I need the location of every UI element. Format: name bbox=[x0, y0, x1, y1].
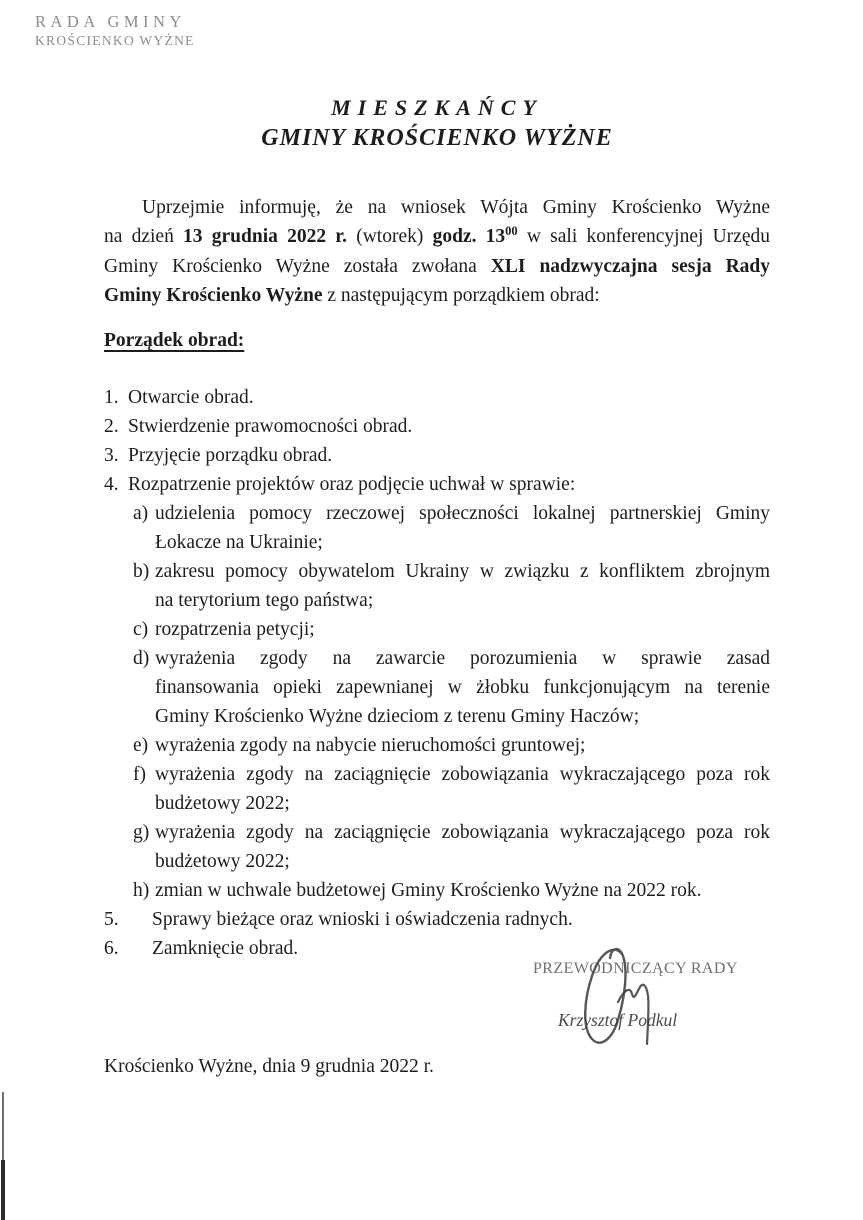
subitem-text: wyrażenia zgody na zaciągnięcie zobowiązania wykraczającego poza rok bbox=[155, 764, 770, 786]
intro-line-3 bbox=[104, 252, 770, 281]
item-number: 4. bbox=[104, 474, 119, 496]
agenda-subitem bbox=[104, 760, 770, 818]
title-line-2: GMINY KROŚCIENKO WYŻNE bbox=[261, 125, 613, 151]
subitem-letter: g) bbox=[133, 822, 150, 844]
scan-artifact-line bbox=[1, 1160, 5, 1220]
item-number: 1. bbox=[104, 387, 119, 409]
intro-text: (wtorek) bbox=[347, 226, 433, 248]
agenda-subitem bbox=[104, 615, 770, 644]
item-number: 3. bbox=[104, 445, 119, 467]
subitem-text: udzielenia pomocy rzeczowej społeczności lokalnej partnerskiej Gminy bbox=[155, 503, 770, 525]
subitem-line: Łokacze na Ukrainie; bbox=[155, 532, 323, 554]
agenda-item bbox=[104, 905, 770, 934]
signature-role: PRZEWODNICZĄCY RADY bbox=[533, 960, 738, 977]
subitem-letter: e) bbox=[133, 735, 149, 757]
subitem-line bbox=[133, 731, 770, 760]
document-title bbox=[104, 94, 770, 154]
item-number: 6. bbox=[104, 938, 119, 960]
intro-text: w sali konferencyjnej Urzędu bbox=[517, 226, 770, 248]
subitem-line: budżetowy 2022; bbox=[155, 851, 290, 873]
item-number: 5. bbox=[104, 909, 119, 931]
item-text: Sprawy bieżące oraz wnioski i oświadczenia radnych. bbox=[152, 909, 573, 931]
item-text: Zamknięcie obrad. bbox=[152, 938, 299, 960]
subitem-line: na terytorium tego państwa; bbox=[155, 590, 374, 612]
subitem-letter: b) bbox=[133, 561, 150, 583]
intro-line-1: Uprzejmie informuję, że na wniosek Wójta Gminy Krościenko Wyżne bbox=[142, 197, 770, 218]
agenda-item bbox=[104, 441, 770, 470]
agenda-heading: Porządek obrad: bbox=[104, 330, 245, 352]
session-hour: godz. 13 bbox=[432, 226, 506, 248]
intro-line-4 bbox=[104, 281, 770, 310]
subitem-letter: f) bbox=[133, 764, 146, 786]
subitem-text: wyrażenia zgody na zaciągnięcie zobowiązania wykraczającego poza rok bbox=[155, 822, 770, 844]
agenda-item bbox=[104, 470, 770, 499]
scan-artifact-line bbox=[2, 1092, 4, 1162]
subitem-line bbox=[133, 644, 770, 673]
document-body bbox=[104, 193, 770, 963]
intro-text: z następującym porządkiem obrad: bbox=[322, 284, 600, 306]
subitem-letter: a) bbox=[133, 503, 149, 525]
item-text: Rozpatrzenie projektów oraz podjęcie uchwał w sprawie: bbox=[128, 474, 576, 496]
item-text: Stwierdzenie prawomocności obrad. bbox=[128, 416, 413, 438]
subitem-line: budżetowy 2022; bbox=[155, 793, 290, 815]
item-text: Przyjęcie porządku obrad. bbox=[128, 445, 333, 467]
subitem-text: zmian w uchwale budżetowej Gminy Krościenko Wyżne na 2022 rok. bbox=[155, 880, 702, 902]
item-number: 2. bbox=[104, 416, 119, 438]
agenda-subitem bbox=[104, 818, 770, 876]
intro-line-2 bbox=[104, 222, 770, 251]
subitem-line bbox=[133, 818, 770, 847]
subitem-letter: d) bbox=[133, 648, 150, 670]
agenda-subitem bbox=[104, 644, 770, 731]
stamp-line-1: RADA GMINY bbox=[35, 12, 186, 31]
intro-text: Gminy Krościenko Wyżne została zwołana bbox=[104, 255, 491, 277]
subitem-text: rozpatrzenia petycji; bbox=[155, 619, 315, 641]
subitem-text: wyrażenia zgody na zawarcie porozumienia w sprawie zasad bbox=[155, 648, 770, 670]
session-name-part-2: Gminy Krościenko Wyżne bbox=[104, 284, 323, 306]
subitem-line bbox=[133, 876, 770, 905]
agenda-subitem bbox=[104, 499, 770, 557]
subitem-line bbox=[133, 499, 770, 528]
subitem-line: finansowania opieki zapewnianej w żłobku funkcjonującym na terenie bbox=[155, 677, 770, 699]
subitem-line bbox=[133, 557, 770, 586]
title-line-1: MIESZKAŃCY bbox=[331, 95, 543, 120]
subitem-text: wyrażenia zgody na nabycie nieruchomości gruntowej; bbox=[155, 735, 586, 757]
session-name-part-1: XLI nadzwyczajna sesja Rady bbox=[490, 255, 770, 277]
subitem-line bbox=[133, 615, 770, 644]
place-and-date-line: Krościenko Wyżne, dnia 9 grudnia 2022 r. bbox=[104, 1056, 434, 1077]
intro-text: na dzień bbox=[104, 226, 184, 248]
agenda-list bbox=[104, 383, 770, 963]
subitem-line bbox=[133, 760, 770, 789]
session-date: 13 grudnia 2022 r. bbox=[183, 226, 348, 248]
agenda-subitem bbox=[104, 731, 770, 760]
signature-name: Krzysztof Podkul bbox=[558, 1010, 678, 1030]
council-stamp bbox=[35, 12, 195, 49]
stamp-line-2: KROŚCIENKO WYŻNE bbox=[35, 33, 195, 48]
subitem-letter: h) bbox=[133, 880, 150, 902]
subitem-text: zakresu pomocy obywatelom Ukrainy w związku z konfliktem zbrojnym bbox=[155, 561, 770, 583]
subitem-letter: c) bbox=[133, 619, 149, 641]
subitem-line: Gminy Krościenko Wyżne dzieciom z terenu Gminy Haczów; bbox=[155, 706, 640, 728]
agenda-item bbox=[104, 383, 770, 412]
agenda-subitem bbox=[104, 876, 770, 905]
session-minutes-superscript: 00 bbox=[505, 224, 518, 239]
agenda-item bbox=[104, 412, 770, 441]
agenda-subitem bbox=[104, 557, 770, 615]
item-text: Otwarcie obrad. bbox=[128, 387, 254, 409]
intro-paragraph bbox=[104, 193, 770, 310]
agenda-item bbox=[104, 934, 770, 963]
